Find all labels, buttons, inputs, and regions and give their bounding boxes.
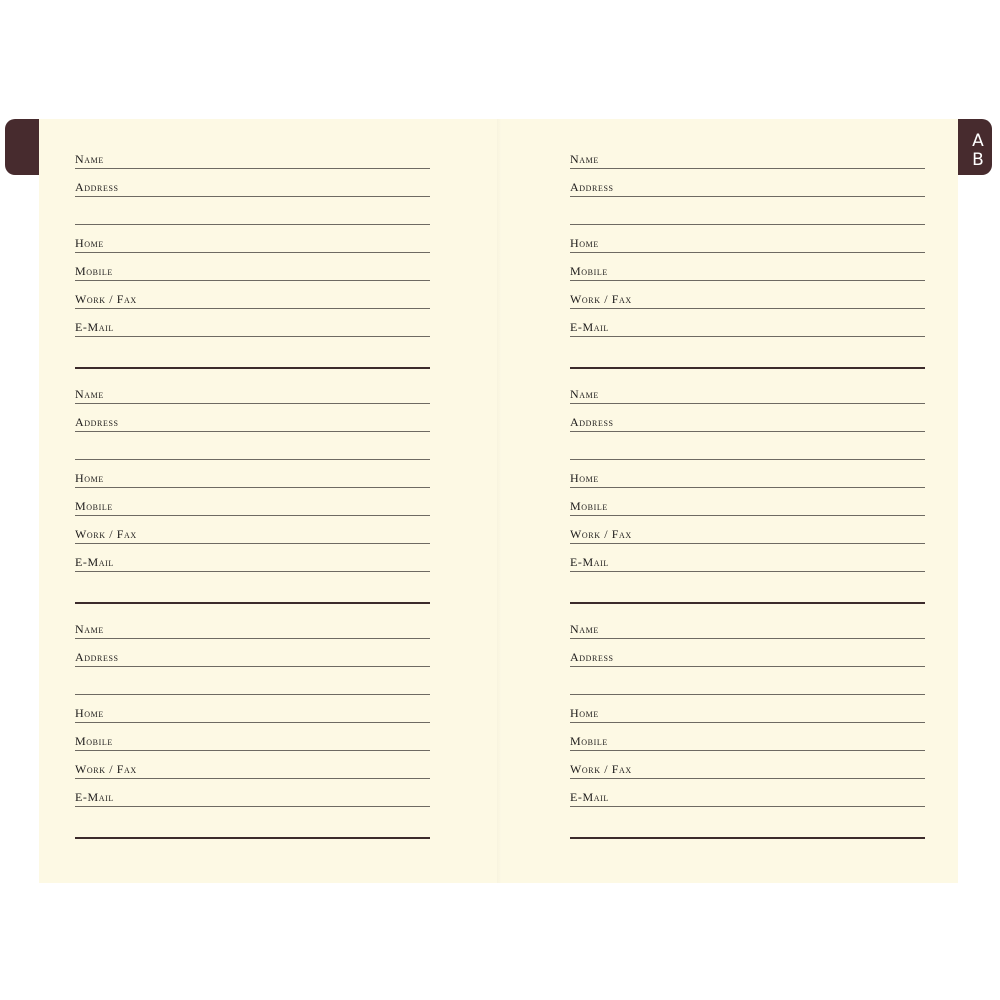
mobile-phone-field[interactable] bbox=[75, 488, 430, 516]
entry-divider bbox=[75, 837, 430, 839]
contact-entry bbox=[75, 589, 430, 839]
mobile-phone-field[interactable] bbox=[75, 253, 430, 281]
home-phone-label: Home bbox=[75, 706, 104, 720]
address-continued-field[interactable] bbox=[75, 667, 430, 695]
mobile-phone-label: Mobile bbox=[75, 264, 113, 278]
contact-entry bbox=[570, 354, 925, 604]
address-continued-field[interactable] bbox=[570, 432, 925, 460]
address-field[interactable] bbox=[75, 639, 430, 667]
home-phone-label: Home bbox=[75, 471, 104, 485]
address-label: Address bbox=[570, 650, 614, 664]
address-continued-field[interactable] bbox=[570, 197, 925, 225]
name-field[interactable] bbox=[570, 376, 925, 404]
email-label: E-Mail bbox=[75, 790, 114, 804]
address-continued-field[interactable] bbox=[75, 197, 430, 225]
mobile-phone-label: Mobile bbox=[570, 264, 608, 278]
address-book-spread bbox=[39, 119, 958, 883]
name-field[interactable] bbox=[75, 376, 430, 404]
email-label: E-Mail bbox=[570, 790, 609, 804]
name-field[interactable] bbox=[570, 611, 925, 639]
name-label: Name bbox=[570, 622, 599, 636]
email-label: E-Mail bbox=[570, 320, 609, 334]
address-field[interactable] bbox=[75, 169, 430, 197]
name-label: Name bbox=[570, 387, 599, 401]
work-fax-field[interactable] bbox=[75, 281, 430, 309]
address-continued-field[interactable] bbox=[75, 432, 430, 460]
home-phone-field[interactable] bbox=[570, 460, 925, 488]
index-tab-ab[interactable] bbox=[958, 119, 992, 175]
name-field[interactable] bbox=[570, 141, 925, 169]
address-label: Address bbox=[75, 650, 119, 664]
work-fax-label: Work / Fax bbox=[570, 762, 632, 776]
email-field[interactable] bbox=[75, 779, 430, 807]
name-field[interactable] bbox=[75, 611, 430, 639]
work-fax-label: Work / Fax bbox=[75, 527, 137, 541]
book-spine bbox=[497, 119, 501, 883]
email-label: E-Mail bbox=[75, 555, 114, 569]
tab-letter-a: A bbox=[972, 131, 984, 151]
email-label: E-Mail bbox=[75, 320, 114, 334]
index-tab-left[interactable] bbox=[5, 119, 39, 175]
work-fax-field[interactable] bbox=[570, 281, 925, 309]
home-phone-label: Home bbox=[570, 236, 599, 250]
name-label: Name bbox=[570, 152, 599, 166]
contact-entry bbox=[75, 119, 430, 369]
work-fax-field[interactable] bbox=[75, 516, 430, 544]
mobile-phone-label: Mobile bbox=[570, 499, 608, 513]
email-field[interactable] bbox=[75, 544, 430, 572]
work-fax-field[interactable] bbox=[570, 751, 925, 779]
email-field[interactable] bbox=[570, 309, 925, 337]
work-fax-label: Work / Fax bbox=[75, 292, 137, 306]
contact-entry bbox=[570, 119, 925, 369]
left-page bbox=[75, 119, 430, 883]
email-field[interactable] bbox=[570, 779, 925, 807]
contact-entry bbox=[75, 354, 430, 604]
address-field[interactable] bbox=[75, 404, 430, 432]
work-fax-field[interactable] bbox=[570, 516, 925, 544]
address-field[interactable] bbox=[570, 404, 925, 432]
email-label: E-Mail bbox=[570, 555, 609, 569]
address-label: Address bbox=[570, 180, 614, 194]
mobile-phone-field[interactable] bbox=[570, 723, 925, 751]
home-phone-label: Home bbox=[75, 236, 104, 250]
work-fax-label: Work / Fax bbox=[570, 292, 632, 306]
mobile-phone-field[interactable] bbox=[570, 253, 925, 281]
work-fax-label: Work / Fax bbox=[75, 762, 137, 776]
entry-divider bbox=[570, 837, 925, 839]
name-label: Name bbox=[75, 387, 104, 401]
address-label: Address bbox=[75, 415, 119, 429]
mobile-phone-field[interactable] bbox=[570, 488, 925, 516]
home-phone-field[interactable] bbox=[75, 695, 430, 723]
email-field[interactable] bbox=[570, 544, 925, 572]
home-phone-field[interactable] bbox=[570, 695, 925, 723]
home-phone-label: Home bbox=[570, 706, 599, 720]
home-phone-field[interactable] bbox=[75, 460, 430, 488]
name-field[interactable] bbox=[75, 141, 430, 169]
contact-entry bbox=[570, 589, 925, 839]
address-field[interactable] bbox=[570, 639, 925, 667]
mobile-phone-label: Mobile bbox=[75, 734, 113, 748]
address-label: Address bbox=[75, 180, 119, 194]
work-fax-field[interactable] bbox=[75, 751, 430, 779]
work-fax-label: Work / Fax bbox=[570, 527, 632, 541]
mobile-phone-label: Mobile bbox=[75, 499, 113, 513]
address-field[interactable] bbox=[570, 169, 925, 197]
tab-letter-b: B bbox=[972, 150, 984, 170]
mobile-phone-field[interactable] bbox=[75, 723, 430, 751]
home-phone-label: Home bbox=[570, 471, 599, 485]
home-phone-field[interactable] bbox=[75, 225, 430, 253]
address-continued-field[interactable] bbox=[570, 667, 925, 695]
email-field[interactable] bbox=[75, 309, 430, 337]
name-label: Name bbox=[75, 152, 104, 166]
address-label: Address bbox=[570, 415, 614, 429]
name-label: Name bbox=[75, 622, 104, 636]
right-page bbox=[570, 119, 925, 883]
home-phone-field[interactable] bbox=[570, 225, 925, 253]
mobile-phone-label: Mobile bbox=[570, 734, 608, 748]
